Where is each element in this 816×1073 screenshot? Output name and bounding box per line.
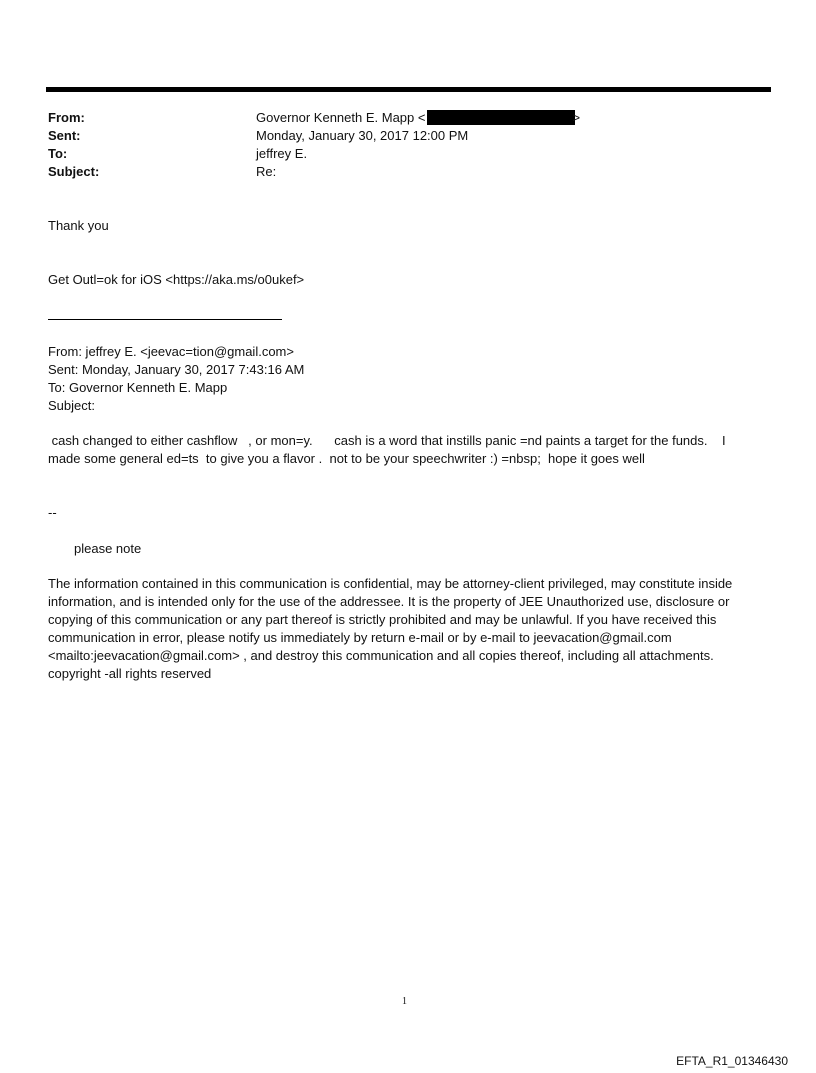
from-label: From: [48, 110, 85, 125]
page-number: 1 [402, 996, 407, 1007]
quoted-from: From: jeffrey E. <jeevac=tion@gmail.com> [48, 344, 294, 359]
from-value [256, 109, 580, 126]
quoted-to: To: Governor Kenneth E. Mapp [48, 380, 228, 395]
subject-value: Re: [256, 164, 277, 179]
outlook-signature: Get Outl=ok for iOS <https://aka.ms/o0ukef> [48, 272, 305, 287]
bates-number: EFTA_R1_01346430 [676, 1054, 788, 1068]
quoted-sent: Sent: Monday, January 30, 2017 7:43:16 AM [48, 362, 305, 377]
quote-separator [48, 319, 282, 320]
from-value-end: > [572, 110, 581, 125]
redaction-box [427, 110, 575, 125]
reply-text: Thank you [48, 218, 109, 233]
signature-dashes: -- [48, 505, 57, 520]
header-rule [46, 87, 771, 92]
quoted-subject: Subject: [48, 398, 95, 413]
quoted-body-line-2: made some general ed=ts to give you a flavor . not to be your speechwriter :) =nbsp; hope it goes well [48, 451, 645, 466]
sent-label: Sent: [48, 128, 81, 143]
sent-value: Monday, January 30, 2017 12:00 PM [256, 128, 469, 143]
to-value: jeffrey E. [256, 146, 308, 161]
subject-label: Subject: [48, 164, 100, 179]
to-label: To: [48, 146, 68, 161]
disclaimer-text: The information contained in this communication is confidential, may be attorney-client privileged, may constitute inside information, and is intended only for the use of the addressee. It is the property of JEE Unauthorized use, disclosure or copying of this communication or any part thereof is strictly prohibited and may be unlawful. If you have received this communication in error, please notify us immediately by return e-mail or by e-mail to jeevacation@gmail.com <mailto:jeevacation@gmail.com> , and destroy this communication and all copies thereof, including all attachments. copyright -all rights reserved [48, 576, 733, 681]
quoted-body-line-1: cash changed to either cashflow , or mon=y. cash is a word that instills panic =nd paints a target for the funds. I [48, 433, 726, 448]
from-name: Governor Kenneth E. Mapp < [256, 110, 426, 125]
please-note: please note [74, 541, 142, 556]
